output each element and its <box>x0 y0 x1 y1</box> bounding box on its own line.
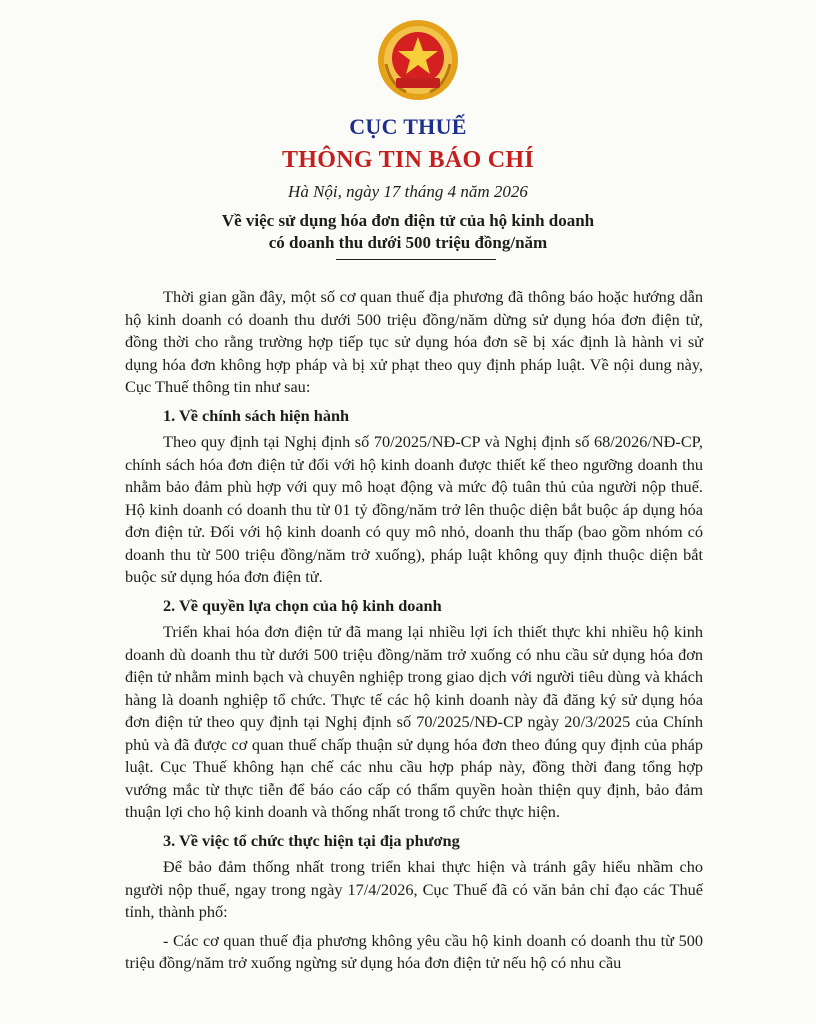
subject-line-2: có doanh thu dưới 500 triệu đồng/năm <box>268 233 548 252</box>
section-1-paragraph: Theo quy định tại Nghị định số 70/2025/NĐ-CP và Nghị định số 68/2026/NĐ-CP, chính sách hóa đơn điện tử đối với hộ kinh doanh được thiết kế theo ngưỡng doanh thu nhằm bảo đảm phù hợp với quy mô hoạt động và mức độ tuân thủ của người nộp thuế. Hộ kinh doanh có doanh thu từ 01 tỷ đồng/năm trở lên thuộc diện bắt buộc áp dụng hóa đơn điện tử. Đối với hộ kinh doanh có quy mô nhỏ, doanh thu thấp (bao gồm nhóm có doanh thu từ 500 triệu đồng/năm trở xuống), pháp luật không quy định thuộc diện bắt buộc sử dụng hóa đơn điện tử. <box>125 432 703 586</box>
document-type: THÔNG TIN BÁO CHÍ <box>281 147 535 173</box>
section-3-paragraph: Để bảo đảm thống nhất trong triển khai thực hiện và tránh gây hiểu nhầm cho người nộp thuế, ngay trong ngày 17/4/2026, Cục Thuế đã có văn bản chỉ đạo các Thuế tỉnh, thành phố: <box>125 857 703 921</box>
subject-heading <box>0 210 816 254</box>
section-2-heading: 2. Về quyền lựa chọn của hộ kinh doanh <box>163 595 442 615</box>
section-3-heading: 3. Về việc tổ chức thực hiện tại địa phương <box>163 830 460 850</box>
dateline: Hà Nội, ngày 17 tháng 4 năm 2026 <box>288 182 528 201</box>
subject-line-1: Về việc sử dụng hóa đơn điện tử của hộ kinh doanh <box>221 211 595 230</box>
tax-emblem-icon <box>376 18 460 102</box>
intro-paragraph: Thời gian gần đây, một số cơ quan thuế địa phương đã thông báo hoặc hướng dẫn hộ kinh doanh có doanh thu dưới 500 triệu đồng/năm dừng sử dụng hóa đơn điện tử, đồng thời cho rằng trường hợp tiếp tục sử dụng hóa đơn sẽ bị xác định là hành vi sử dụng hóa đơn không hợp pháp và bị xử phạt theo quy định pháp luật. Về nội dung này, Cục Thuế thông tin như sau: <box>125 287 703 396</box>
document-body <box>125 286 703 975</box>
bullet-item-1: - Các cơ quan thuế địa phương không yêu cầu hộ kinh doanh có doanh thu từ 500 triệu đồng/năm trở xuống ngừng sử dụng hóa đơn điện tử nếu hộ có nhu cầu <box>125 930 703 972</box>
section-2-paragraph: Triển khai hóa đơn điện tử đã mang lại nhiều lợi ích thiết thực khi nhiều hộ kinh doanh dù doanh thu từ dưới 500 triệu đồng/năm trở xuống có nhu cầu sử dụng hóa đơn điện tử nhằm minh bạch và chuyên nghiệp trong giao dịch với người tiêu dùng và khách hàng là doanh nghiệp tổ chức. Thực tế các hộ kinh doanh này đã đăng ký sử dụng hóa đơn điện tử theo quy định tại Nghị định số 70/2025/NĐ-CP ngày 20/3/2025 của Chính phủ và đã được cơ quan thuế chấp thuận sử dụng hóa đơn theo đúng quy định của pháp luật. Cục Thuế không hạn chế các nhu cầu hợp pháp này, đồng thời đang tổng hợp vướng mắc từ thực tiễn để báo cáo cấp có thẩm quyền hoàn thiện quy định, bảo đảm thuận lợi cho hộ kinh doanh và thống nhất trong tổ chức thực hiện. <box>125 622 703 821</box>
subject-divider <box>336 259 496 260</box>
section-1-heading: 1. Về chính sách hiện hành <box>163 405 350 425</box>
agency-name: CỤC THUẾ <box>349 114 467 139</box>
